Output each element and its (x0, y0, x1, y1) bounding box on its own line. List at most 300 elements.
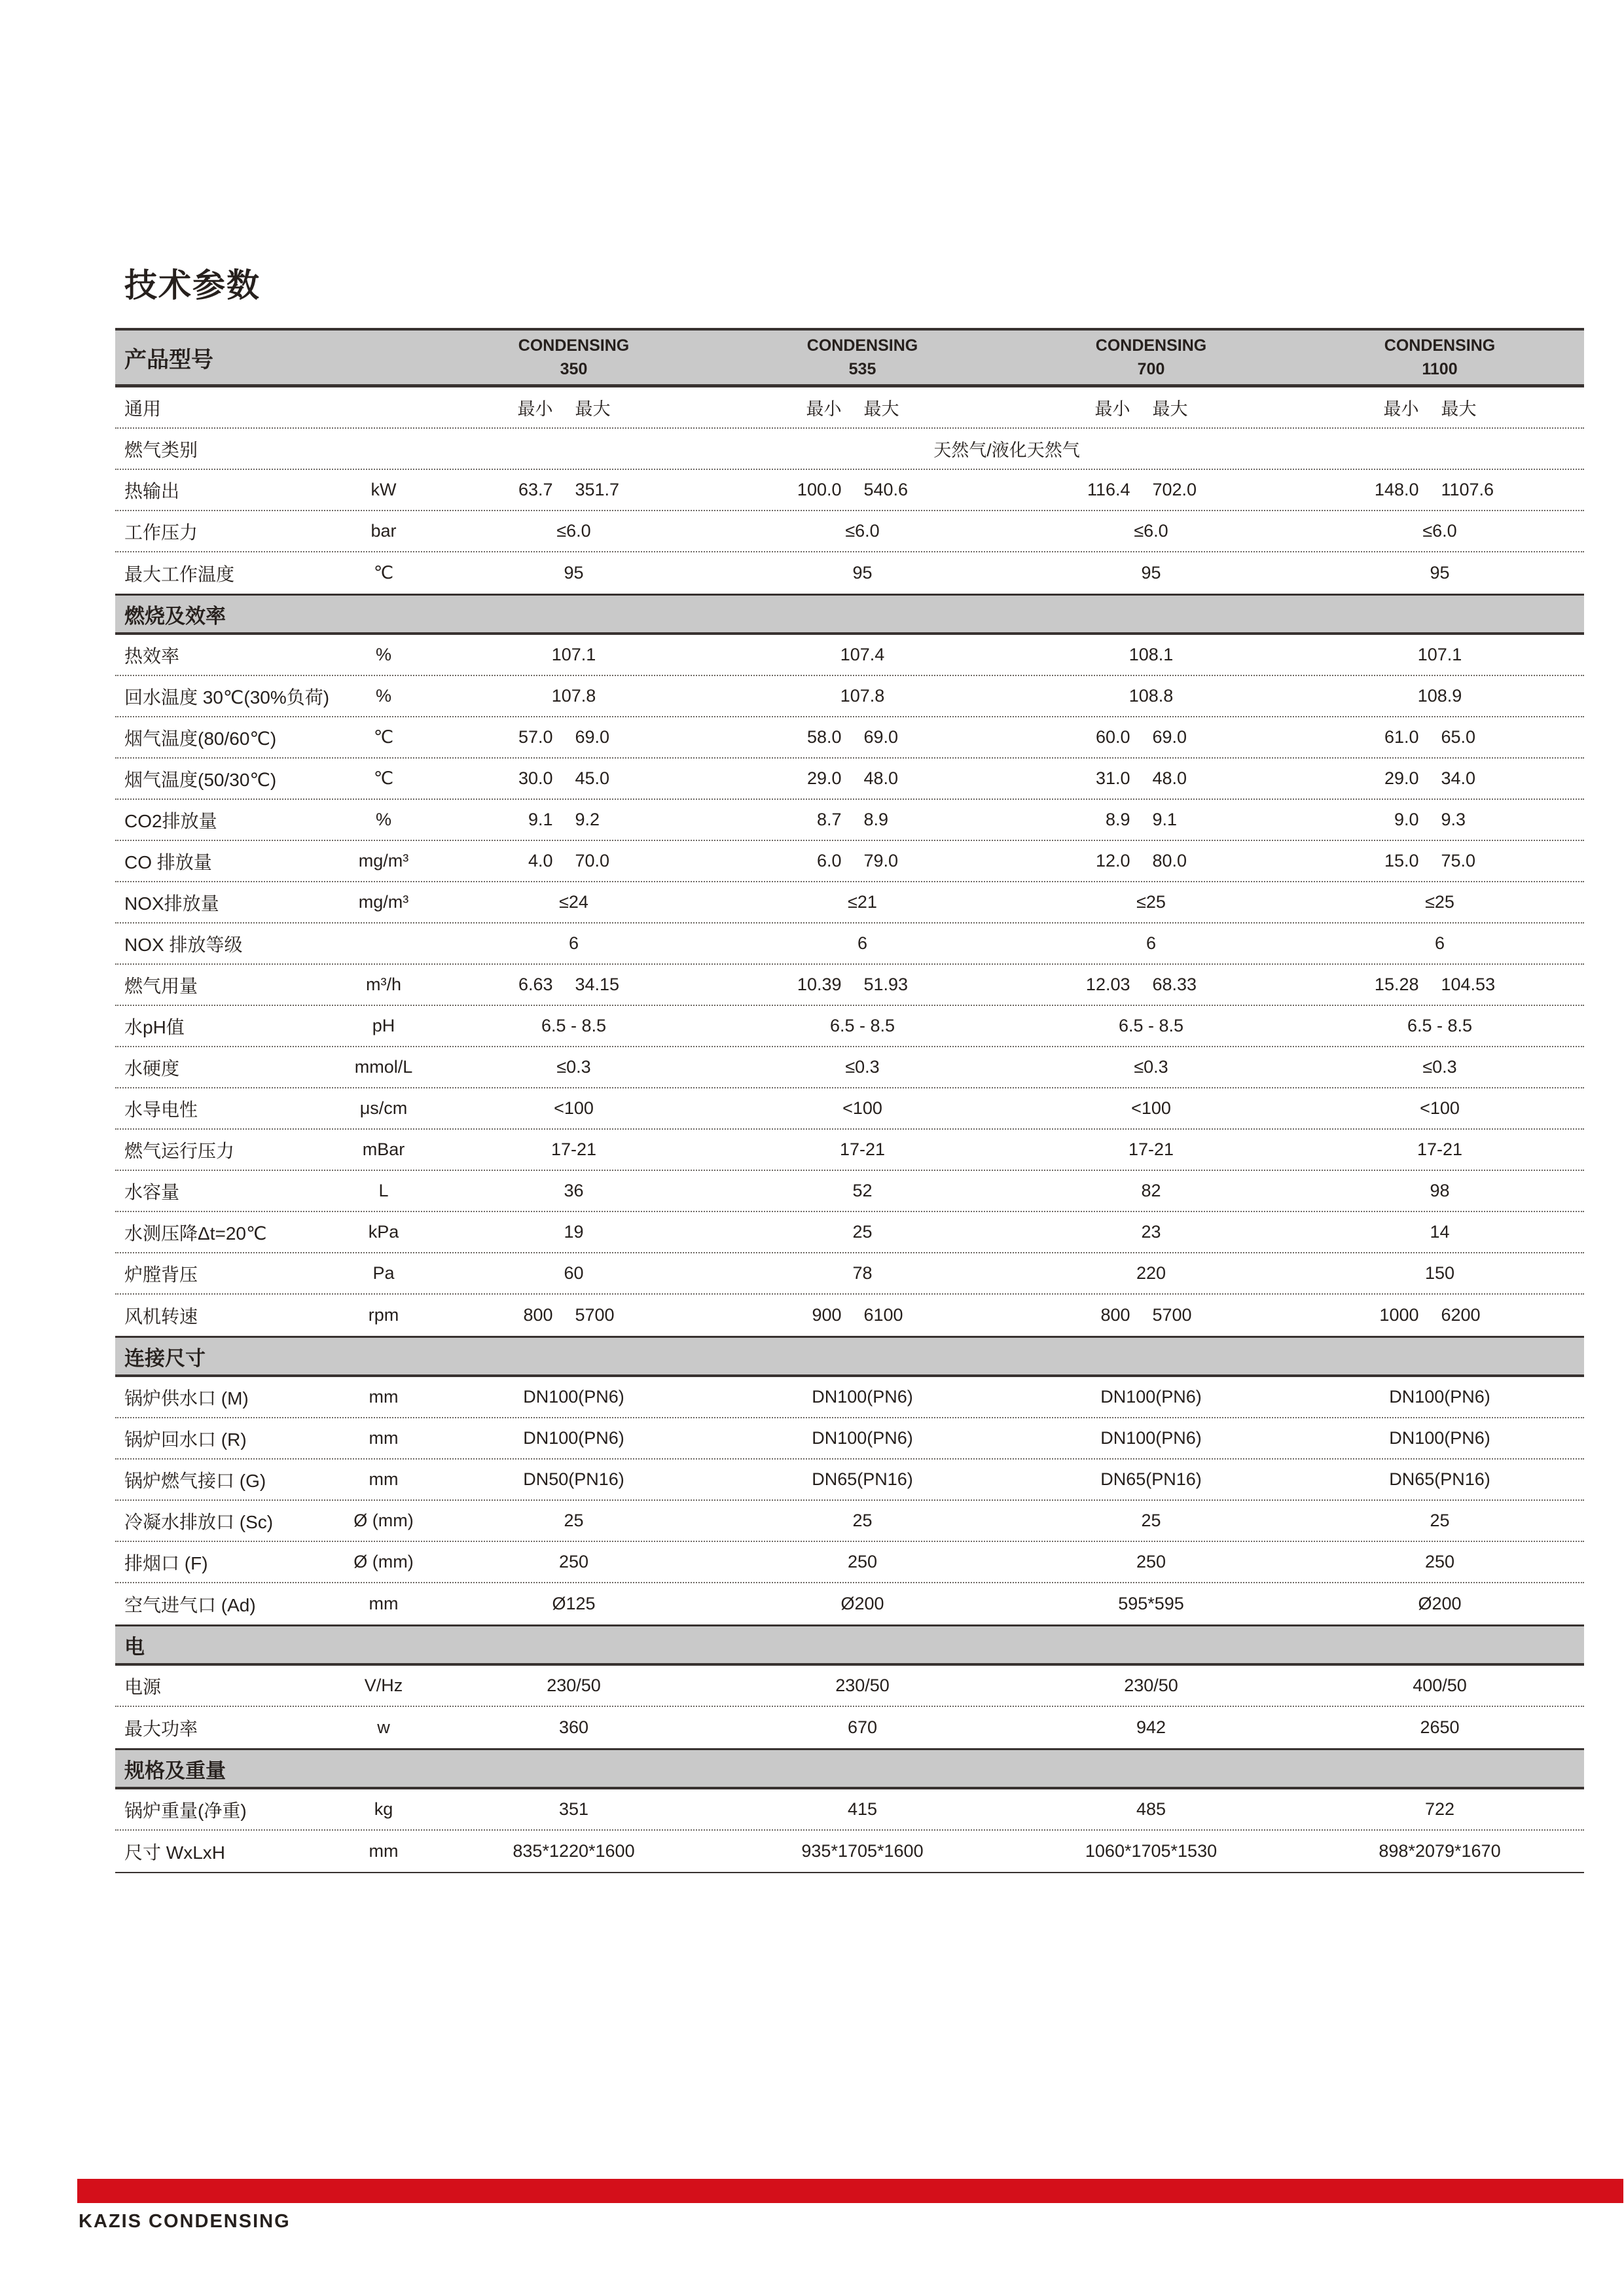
row-unit: mm (369, 1841, 399, 1861)
row-value-pair (718, 768, 1007, 789)
row-value-pair-max: 79.0 (863, 851, 899, 870)
row-value: 400/50 (1413, 1676, 1467, 1695)
row-label: 热效率 (124, 645, 180, 666)
row-value: 360 (558, 1717, 589, 1737)
row-value: 722 (1424, 1799, 1455, 1819)
row-value-pair-max: 75.0 (1441, 851, 1476, 870)
row-value: 108.9 (1417, 686, 1462, 706)
table-row (115, 965, 1584, 1006)
row-label: 尺寸 WxLxH (124, 1842, 226, 1863)
table-row (115, 1253, 1584, 1295)
row-value-pair (1007, 480, 1295, 500)
row-value: 25 (852, 1222, 873, 1242)
table-row (115, 1006, 1584, 1047)
row-value: 23 (1141, 1222, 1161, 1242)
row-value: 108.8 (1128, 686, 1174, 706)
row-unit: kg (374, 1799, 393, 1819)
row-value: ≤25 (1425, 892, 1454, 912)
row-value: Ø200 (1418, 1594, 1462, 1613)
row-value: 6.5 - 8.5 (829, 1016, 895, 1035)
row-value-pair (1007, 1305, 1295, 1325)
row-value: 17-21 (1128, 1139, 1174, 1159)
row-span-value: 天然气/液化天然气 (933, 440, 1080, 460)
row-value-pair-max: 51.93 (863, 975, 909, 994)
row-value-pair-max: 540.6 (863, 480, 909, 499)
row-value: ≤6.0 (1422, 521, 1457, 541)
row-value: 14 (1430, 1222, 1450, 1242)
row-value: 95 (564, 563, 584, 583)
row-unit: mm (369, 1469, 399, 1489)
row-value: 17-21 (550, 1139, 597, 1159)
row-value-pair-max: 48.0 (863, 768, 899, 788)
row-value-pair (1295, 810, 1584, 830)
row-value-pair-min: 29.0 (1384, 768, 1419, 788)
row-value-pair (1295, 480, 1584, 500)
row-value-pair-min: 12.0 (1095, 851, 1130, 870)
row-value: DN50(PN16) (523, 1469, 624, 1489)
row-value: 351 (558, 1799, 589, 1819)
minmax-header (429, 395, 718, 420)
row-label: 锅炉重量(净重) (124, 1800, 247, 1821)
page-title: 技术参数 (124, 267, 261, 304)
spec-table (115, 328, 1584, 1873)
row-label: 锅炉回水口 (R) (124, 1429, 247, 1450)
section-header: 规格及重量 (115, 1748, 1584, 1789)
row-value-pair-min: 57.0 (518, 727, 553, 747)
row-value-pair-min: 58.0 (806, 727, 842, 747)
row-value: 25 (1141, 1511, 1161, 1530)
table-row (115, 676, 1584, 717)
row-label: 电源 (124, 1676, 162, 1697)
minmax-header-max: 最大 (575, 399, 611, 419)
row-value: 670 (847, 1717, 878, 1737)
row-value: 935*1705*1600 (801, 1841, 924, 1861)
row-value-pair-max: 68.33 (1152, 975, 1197, 994)
product-model-number: 350 (560, 360, 588, 378)
table-row (115, 1171, 1584, 1212)
row-value-pair (429, 851, 718, 871)
row-value: ≤6.0 (1134, 521, 1168, 541)
row-value: DN100(PN6) (523, 1428, 624, 1448)
row-unit: pH (372, 1016, 395, 1035)
row-value-pair-min: 9.1 (528, 810, 553, 829)
row-unit: rpm (368, 1305, 399, 1325)
product-model-number: 535 (848, 360, 876, 378)
row-unit: Ø (mm) (353, 1552, 414, 1571)
row-unit: m³/h (366, 975, 401, 994)
row-unit: mm (369, 1428, 399, 1448)
row-value: 17-21 (839, 1139, 886, 1159)
row-value-pair-max: 8.9 (863, 810, 889, 829)
row-value-pair-max: 5700 (575, 1305, 615, 1325)
row-value-pair-min: 900 (812, 1305, 842, 1325)
row-value: 250 (558, 1552, 589, 1571)
minmax-header-min: 最小 (517, 399, 553, 419)
row-value-pair-max: 34.0 (1441, 768, 1476, 788)
row-value: 230/50 (547, 1676, 601, 1695)
row-unit: ℃ (373, 727, 394, 747)
row-value: Ø125 (552, 1594, 596, 1613)
row-unit: ℃ (373, 768, 394, 788)
section-header: 燃烧及效率 (115, 594, 1584, 635)
row-value: 250 (1136, 1552, 1166, 1571)
row-value-pair (1295, 975, 1584, 995)
row-value-pair (429, 480, 718, 500)
row-value: 6.5 - 8.5 (1118, 1016, 1184, 1035)
row-value-pair-min: 148.0 (1374, 480, 1419, 499)
minmax-header-min: 最小 (1094, 399, 1130, 419)
row-label: 炉膛背压 (124, 1264, 198, 1285)
product-model-brand: CONDENSING (518, 336, 630, 355)
product-model-brand: CONDENSING (1095, 336, 1207, 355)
row-value: 415 (847, 1799, 878, 1819)
row-value-pair-min: 63.7 (518, 480, 553, 499)
row-value: 98 (1430, 1181, 1450, 1200)
row-value-pair-max: 6100 (863, 1305, 903, 1325)
row-value: 6.5 - 8.5 (1407, 1016, 1473, 1035)
row-value: DN100(PN6) (812, 1428, 913, 1448)
row-value-pair (429, 1305, 718, 1325)
row-value-pair (1295, 1305, 1584, 1325)
row-unit: kW (370, 480, 397, 499)
row-value-pair-max: 104.53 (1441, 975, 1496, 994)
row-label: 最大工作温度 (124, 564, 235, 584)
row-value: 250 (1424, 1552, 1455, 1571)
row-value: 36 (564, 1181, 584, 1200)
row-label: 燃气运行压力 (124, 1140, 235, 1161)
row-value-pair-max: 69.0 (863, 727, 899, 747)
row-value: 107.4 (840, 645, 885, 664)
product-model (1007, 334, 1295, 381)
row-label: 风机转速 (124, 1306, 198, 1327)
row-label: 水容量 (124, 1181, 180, 1202)
row-unit: % (375, 645, 391, 664)
row-value-pair (1295, 851, 1584, 871)
row-value: 230/50 (1124, 1676, 1178, 1695)
row-value-pair-max: 6200 (1441, 1305, 1481, 1325)
row-value-pair-max: 34.15 (575, 975, 620, 994)
row-label: CO 排放量 (124, 852, 212, 872)
row-value-pair-min: 800 (1100, 1305, 1130, 1325)
row-value-pair-min: 15.0 (1384, 851, 1419, 870)
row-unit: mg/m³ (358, 892, 409, 912)
row-value-pair-min: 60.0 (1095, 727, 1130, 747)
row-value: DN65(PN16) (1100, 1469, 1202, 1489)
row-value-pair (718, 975, 1007, 995)
table-row (115, 1088, 1584, 1130)
row-value: 485 (1136, 1799, 1166, 1819)
row-value-pair-max: 69.0 (575, 727, 610, 747)
table-row (115, 1831, 1584, 1872)
row-label: 工作压力 (124, 522, 198, 543)
product-model-brand: CONDENSING (806, 336, 918, 355)
table-row (115, 1583, 1584, 1624)
minmax-header (1007, 395, 1295, 420)
row-value-pair (1007, 810, 1295, 830)
row-value-pair (1007, 727, 1295, 747)
table-row (115, 1707, 1584, 1748)
row-value: 17-21 (1416, 1139, 1463, 1159)
table-row (115, 1047, 1584, 1088)
row-value-pair-min: 12.03 (1085, 975, 1130, 994)
row-unit: ℃ (373, 563, 394, 583)
row-unit: % (375, 810, 391, 829)
row-value-pair (718, 727, 1007, 747)
row-value: ≤0.3 (556, 1057, 591, 1077)
table-row (115, 1789, 1584, 1831)
table-row (115, 429, 1584, 470)
row-label: 空气进气口 (Ad) (124, 1594, 256, 1615)
product-model (1295, 334, 1584, 381)
row-value-pair-max: 45.0 (575, 768, 610, 788)
row-label: 水pH值 (124, 1016, 185, 1037)
table-row (115, 841, 1584, 882)
row-value: ≤21 (848, 892, 877, 912)
row-value: 250 (847, 1552, 878, 1571)
row-value-pair-max: 9.3 (1441, 810, 1466, 829)
row-value: 1060*1705*1530 (1085, 1841, 1218, 1861)
row-value: 78 (852, 1263, 873, 1283)
table-row (115, 800, 1584, 841)
minmax-header (1295, 395, 1584, 420)
row-value-pair (718, 851, 1007, 871)
row-value: DN65(PN16) (1389, 1469, 1490, 1489)
minmax-header (718, 395, 1007, 420)
row-value-pair-max: 69.0 (1152, 727, 1187, 747)
minmax-header-min: 最小 (1383, 399, 1419, 419)
row-value-pair-min: 8.7 (816, 810, 842, 829)
table-row (115, 1418, 1584, 1460)
row-value-pair-max: 9.1 (1152, 810, 1178, 829)
row-unit: % (375, 686, 391, 706)
table-row (115, 717, 1584, 759)
row-value-pair-min: 8.9 (1105, 810, 1130, 829)
row-value-pair-min: 800 (523, 1305, 553, 1325)
row-unit: kPa (368, 1222, 399, 1242)
table-row (115, 1212, 1584, 1253)
row-value: DN100(PN6) (1100, 1387, 1202, 1407)
row-value: 6.5 - 8.5 (541, 1016, 607, 1035)
row-value: 19 (564, 1222, 584, 1242)
row-unit: mmol/L (354, 1057, 413, 1077)
row-unit: Pa (372, 1263, 395, 1283)
row-value: 6 (1434, 933, 1445, 953)
product-model (718, 334, 1007, 381)
minmax-header-max: 最大 (1441, 399, 1477, 419)
row-value: ≤24 (559, 892, 588, 912)
row-value: Ø200 (840, 1594, 884, 1613)
product-model-brand: CONDENSING (1384, 336, 1496, 355)
row-value: 230/50 (835, 1676, 890, 1695)
row-value: 95 (852, 563, 873, 583)
row-value-pair-min: 29.0 (806, 768, 842, 788)
row-label: NOX 排放等级 (124, 934, 243, 955)
row-value: <100 (1420, 1098, 1460, 1118)
table-row (115, 759, 1584, 800)
row-value: 60 (564, 1263, 584, 1283)
row-value: DN100(PN6) (1389, 1428, 1490, 1448)
row-value: 835*1220*1600 (513, 1841, 635, 1861)
row-value-pair-max: 351.7 (575, 480, 620, 499)
row-value-pair (429, 810, 718, 830)
row-value: ≤6.0 (845, 521, 880, 541)
row-value: 82 (1141, 1181, 1161, 1200)
row-label: 烟气温度(80/60℃) (124, 728, 277, 749)
row-label: 最大功率 (124, 1718, 198, 1739)
table-row (115, 1666, 1584, 1707)
row-unit: w (377, 1717, 390, 1737)
row-value-pair-max: 9.2 (575, 810, 600, 829)
row-value-pair-max: 1107.6 (1441, 480, 1494, 499)
row-value-pair (1007, 851, 1295, 871)
row-value-pair-min: 9.0 (1394, 810, 1419, 829)
row-value-pair-min: 1000 (1379, 1305, 1419, 1325)
row-value-pair (429, 975, 718, 995)
row-value-pair (1295, 768, 1584, 789)
product-model (429, 334, 718, 381)
row-value: 95 (1141, 563, 1161, 583)
row-value: <100 (1131, 1098, 1171, 1118)
table-header-row (115, 331, 1584, 387)
row-value: 6 (568, 933, 579, 953)
row-value: 6 (1146, 933, 1157, 953)
row-label: 冷凝水排放口 (Sc) (124, 1511, 274, 1532)
row-value: <100 (554, 1098, 594, 1118)
row-value-pair (1007, 975, 1295, 995)
row-unit: mm (369, 1387, 399, 1407)
row-value-pair-max: 70.0 (575, 851, 610, 870)
row-value: 108.1 (1128, 645, 1174, 664)
row-label: 水导电性 (124, 1099, 198, 1120)
section-header: 连接尺寸 (115, 1336, 1584, 1377)
row-value-pair-min: 6.63 (518, 975, 553, 994)
row-value: 150 (1424, 1263, 1455, 1283)
row-value-pair-min: 4.0 (528, 851, 553, 870)
row-value-pair (718, 810, 1007, 830)
row-value-pair-max: 80.0 (1152, 851, 1187, 870)
row-label: 锅炉燃气接口 (G) (124, 1470, 266, 1491)
table-row (115, 387, 1584, 429)
row-unit: mg/m³ (358, 851, 409, 870)
row-value: 107.1 (551, 645, 596, 664)
row-value-pair (429, 768, 718, 789)
row-value: DN100(PN6) (1389, 1387, 1490, 1407)
row-value: DN100(PN6) (523, 1387, 624, 1407)
row-value-pair (1007, 768, 1295, 789)
row-label: 燃气用量 (124, 975, 198, 996)
row-value-pair-max: 5700 (1152, 1305, 1192, 1325)
row-value: ≤6.0 (556, 521, 591, 541)
table-row (115, 1460, 1584, 1501)
table-row (115, 1377, 1584, 1418)
row-value-pair-min: 6.0 (816, 851, 842, 870)
row-value: 220 (1136, 1263, 1166, 1283)
row-unit: mBar (362, 1139, 405, 1159)
row-unit: bar (370, 521, 397, 541)
table-row (115, 1542, 1584, 1583)
row-value: ≤0.3 (1422, 1057, 1457, 1077)
row-value: DN65(PN16) (812, 1469, 913, 1489)
row-value-pair (718, 1305, 1007, 1325)
table-row (115, 552, 1584, 594)
row-label: 燃气类别 (124, 439, 198, 460)
row-label: NOX排放量 (124, 893, 219, 914)
footer-brand: KAZIS CONDENSING (79, 2211, 291, 2232)
row-value-pair-min: 30.0 (518, 768, 553, 788)
product-model-number: 700 (1137, 360, 1165, 378)
row-label: 水测压降Δt=20℃ (124, 1223, 267, 1244)
row-value-pair-min: 15.28 (1374, 975, 1419, 994)
minmax-header-max: 最大 (863, 399, 899, 419)
row-value: 942 (1136, 1717, 1166, 1737)
row-value: 898*2079*1670 (1379, 1841, 1501, 1861)
table-row (115, 924, 1584, 965)
row-label: 回水温度 30℃(30%负荷) (124, 687, 330, 708)
row-value: ≤0.3 (845, 1057, 880, 1077)
row-value-pair (429, 727, 718, 747)
table-row (115, 470, 1584, 511)
row-value: 25 (852, 1511, 873, 1530)
row-value-pair-min: 116.4 (1087, 480, 1130, 499)
row-label: 通用 (124, 398, 162, 419)
spec-table-body (115, 387, 1584, 1872)
row-value: 6 (857, 933, 868, 953)
row-unit: Ø (mm) (353, 1511, 414, 1530)
row-value: 107.1 (1417, 645, 1462, 664)
row-label: 热输出 (124, 480, 180, 501)
row-value-pair-min: 31.0 (1095, 768, 1130, 788)
row-label: 排烟口 (F) (124, 1552, 208, 1573)
row-value: 25 (564, 1511, 584, 1530)
table-row (115, 1501, 1584, 1542)
table-row (115, 1295, 1584, 1336)
row-value: 107.8 (840, 686, 885, 706)
row-value: 107.8 (551, 686, 596, 706)
row-label: 锅炉供水口 (M) (124, 1388, 249, 1408)
row-value: ≤0.3 (1134, 1057, 1168, 1077)
row-value: <100 (842, 1098, 882, 1118)
row-value-pair-max: 65.0 (1441, 727, 1476, 747)
product-model-number: 1100 (1422, 360, 1458, 378)
row-value: 25 (1430, 1511, 1450, 1530)
footer-red-bar (77, 2179, 1623, 2203)
row-label: 烟气温度(50/30℃) (124, 769, 277, 790)
row-value: 95 (1430, 563, 1450, 583)
minmax-header-min: 最小 (806, 399, 842, 419)
row-label: 水硬度 (124, 1058, 180, 1079)
product-model-header-label: 产品型号 (124, 347, 213, 372)
row-value-pair (718, 480, 1007, 500)
row-value: DN100(PN6) (1100, 1428, 1202, 1448)
row-unit: μs/cm (359, 1098, 408, 1118)
table-row (115, 882, 1584, 924)
row-value-pair-min: 100.0 (797, 480, 842, 499)
row-value-pair-min: 10.39 (797, 975, 842, 994)
row-unit: mm (369, 1594, 399, 1613)
row-value: 52 (852, 1181, 873, 1200)
row-value-pair-max: 48.0 (1152, 768, 1187, 788)
row-value: ≤25 (1136, 892, 1166, 912)
table-row (115, 635, 1584, 676)
row-unit: L (378, 1181, 389, 1200)
section-header: 电 (115, 1624, 1584, 1666)
row-value: DN100(PN6) (812, 1387, 913, 1407)
table-row (115, 1130, 1584, 1171)
row-unit: V/Hz (364, 1676, 403, 1695)
row-value-pair (1295, 727, 1584, 747)
table-row (115, 511, 1584, 552)
row-value-pair-max: 702.0 (1152, 480, 1197, 499)
